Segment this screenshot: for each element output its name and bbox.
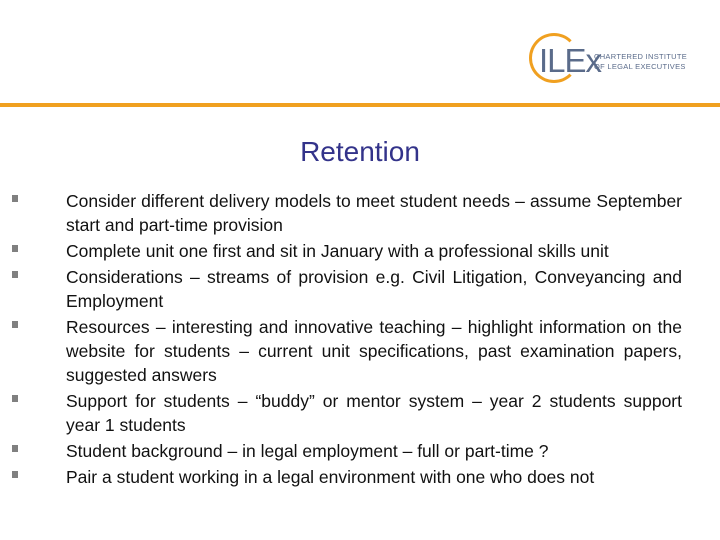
bullet-item [66,239,682,263]
ilex-logo [527,30,697,92]
logo-subtitle-line2: OF LEGAL EXECUTIVES [594,62,686,71]
bullet-item [66,439,682,463]
bullet-item [66,265,682,313]
bullet-square-icon [12,271,18,278]
logo-mark: ILEx [539,42,602,79]
bullet-square-icon [12,321,18,328]
logo-subtitle-line1: CHARTERED INSTITUTE [594,52,688,61]
bullet-item [66,389,682,437]
bullet-list [66,189,682,491]
bullet-square-icon [12,445,18,452]
bullet-text: Support for students – “buddy” or mentor system – year 2 students support year 1 students [66,391,682,435]
logo-subtitle [594,52,687,72]
slide-title: Retention [300,136,420,167]
bullet-item [66,465,682,489]
bullet-text: Resources – interesting and innovative teaching – highlight information on the website for students – current unit specifications, past examination papers, suggested answers [66,317,682,385]
bullet-item [66,189,682,237]
bullet-item [66,315,682,387]
bullet-square-icon [12,195,18,202]
bullet-text: Student background – in legal employment – full or part-time ? [66,441,549,461]
bullet-square-icon [12,471,18,478]
bullet-text: Consider different delivery models to meet student needs – assume September start and part-time provision [66,191,682,235]
bullet-text: Pair a student working in a legal environment with one who does not [66,467,595,487]
header-divider [0,103,720,107]
bullet-square-icon [12,395,18,402]
bullet-square-icon [12,245,18,252]
bullet-text: Considerations – streams of provision e.g. Civil Litigation, Conveyancing and Employment [66,267,682,311]
bullet-text: Complete unit one first and sit in January with a professional skills unit [66,241,609,261]
